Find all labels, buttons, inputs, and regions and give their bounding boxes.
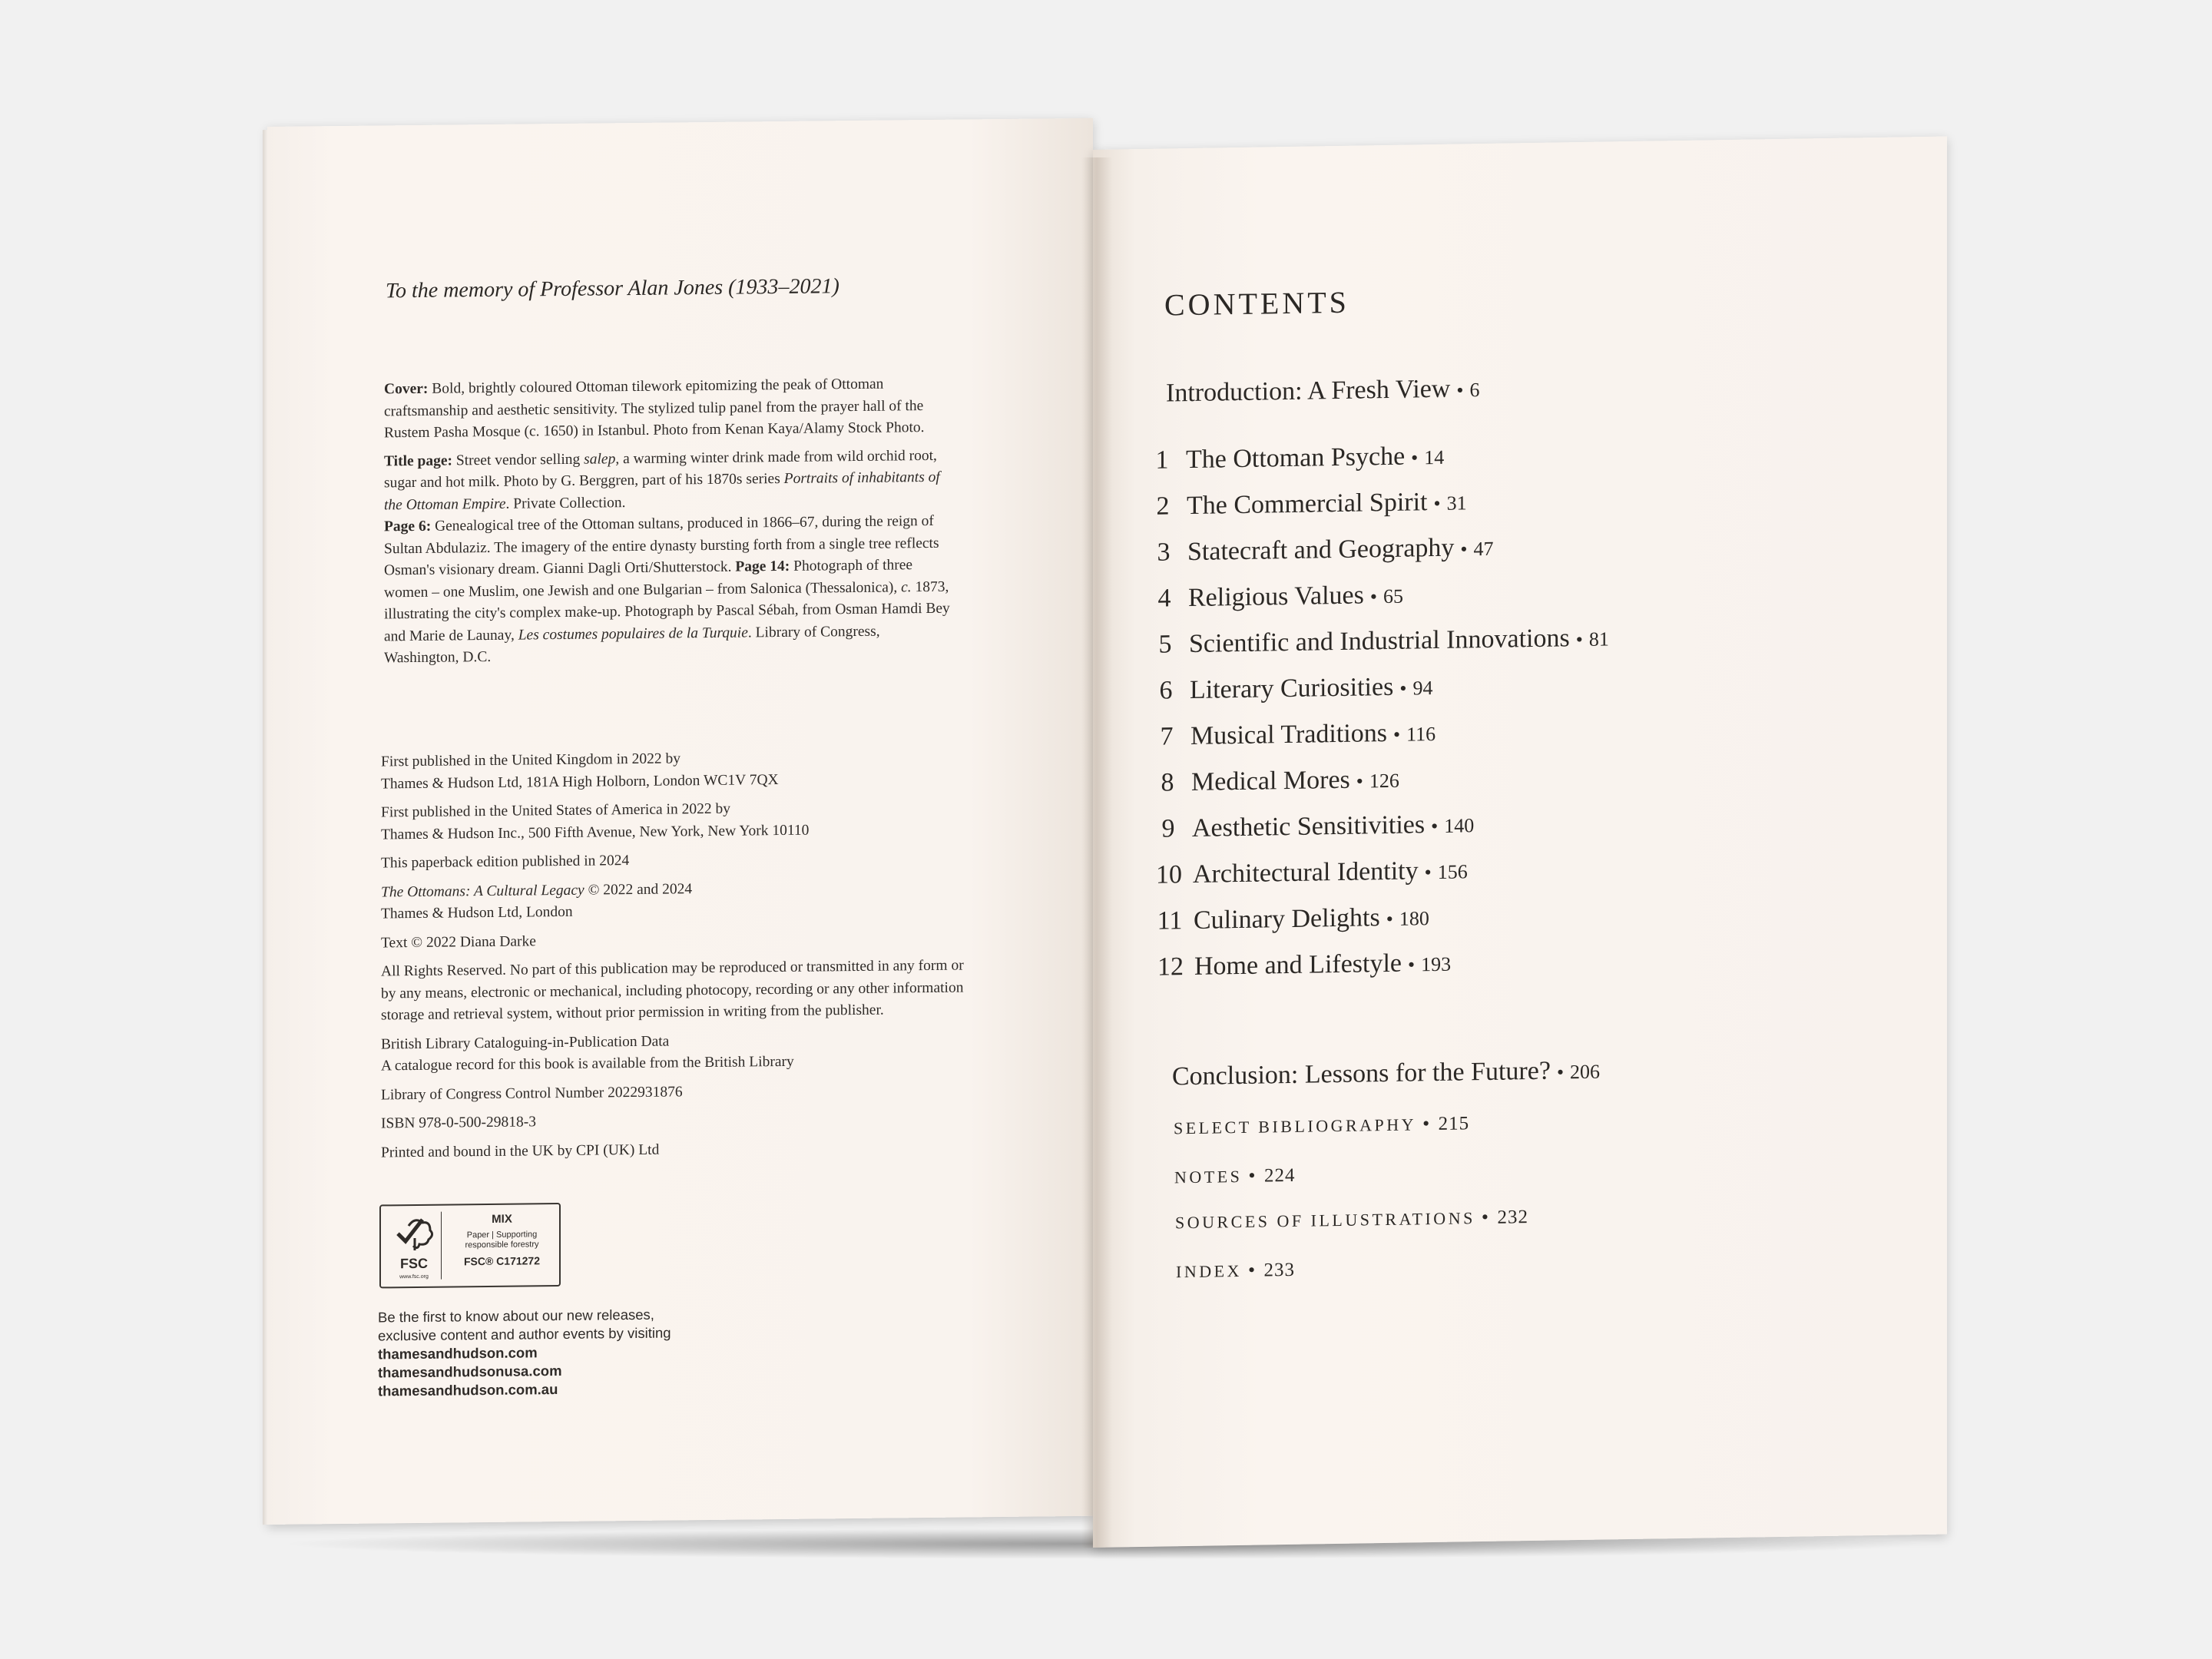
uk-publication (381, 745, 965, 795)
back-matter-page: 233 (1263, 1259, 1296, 1281)
uk-line-1: First published in the United Kingdom in 2022 by (381, 750, 680, 770)
chapter-title: Culinary Delights (1194, 903, 1380, 935)
toc-sources (1175, 1205, 1528, 1233)
toc-conclusion (1172, 1056, 1600, 1092)
publisher-promo (378, 1304, 762, 1400)
fsc-label (379, 1203, 561, 1288)
bullet: • (1575, 628, 1583, 651)
back-matter-title: NOTES (1174, 1166, 1243, 1187)
bullet: • (1247, 1258, 1258, 1281)
bullet: • (1248, 1164, 1258, 1187)
back-matter-title: SELECT BIBLIOGRAPHY (1174, 1114, 1417, 1138)
toc-chapter (1149, 810, 1474, 853)
bullet: • (1392, 723, 1401, 746)
text-copyright: Text © 2022 Diana Darke (381, 932, 536, 951)
toc-chapter (1151, 949, 1451, 992)
toc-back-matter (1174, 1108, 1711, 1282)
uk-line-2: Thames & Hudson Ltd, 181A High Holborn, London WC1V 7QX (381, 771, 779, 792)
tree-checkmark-icon (392, 1215, 436, 1253)
toc-chapters (1143, 435, 1834, 982)
chapter-number: 8 (1161, 768, 1174, 797)
bullet: • (1422, 1112, 1432, 1135)
chapter-number: 4 (1157, 584, 1171, 613)
copyright-holder: Thames & Hudson Ltd, London (381, 903, 573, 922)
toc-chapter (1148, 765, 1399, 807)
cover-text: Bold, brightly coloured Ottoman tilework epitomizing the peak of Ottoman craftsmanship and aesthetic sensitivity. The stylized tulip panel from the prayer hall of the Rustem Pasha Mosque (c. 1650) in Istanbul. Photo from Kenan Kaya/Alamy Stock Photo. (384, 376, 925, 442)
title-page-and-page-credits (384, 445, 952, 670)
title-page-text-b: , a warming winter drink made from wild orchid root, sugar and hot milk. Photo by G. Berggren, part of his 1870s series (384, 447, 937, 492)
intro-page: 6 (1469, 379, 1480, 402)
promo-line-1: Be the first to know about our new releases, (378, 1306, 654, 1326)
site-uk: thamesandhudson.com (378, 1344, 538, 1363)
page14-label: Page 14: (735, 558, 790, 575)
title-page-text: Street vendor selling (455, 451, 581, 469)
fsc-word: FSC (400, 1255, 428, 1272)
bullet: • (1556, 1061, 1565, 1084)
back-matter-page: 224 (1264, 1164, 1296, 1187)
chapter-title: Medical Mores (1191, 765, 1350, 796)
series-title: Portraits of inhabitants of the Ottoman Empire (384, 469, 940, 513)
bullet: • (1386, 907, 1393, 931)
bullet: • (1431, 814, 1439, 838)
chapter-title: Musical Traditions (1190, 718, 1387, 751)
chapter-title: Home and Lifestyle (1194, 949, 1402, 981)
bullet: • (1369, 585, 1377, 608)
chapter-page: 47 (1473, 537, 1494, 561)
chapter-number: 12 (1157, 952, 1184, 982)
page6-label: Page 6: (384, 518, 432, 535)
bullet: • (1399, 677, 1407, 700)
toc-introduction (1166, 374, 1479, 408)
illustration-credits (384, 373, 952, 676)
cip-line-1: British Library Cataloguing-in-Publication Data (381, 1033, 670, 1052)
page14-text-c: . Library of Congress, Washington, D.C. (384, 623, 880, 667)
toc-chapter (1151, 902, 1429, 945)
chapter-title: Religious Values (1188, 581, 1364, 613)
toc-chapter (1145, 581, 1403, 623)
paperback-edition: This paperback edition published in 2024 (381, 853, 630, 872)
toc-bibliography (1174, 1111, 1469, 1139)
site-us: thamesandhudsonusa.com (378, 1362, 562, 1381)
contents-heading: CONTENTS (1164, 284, 1349, 323)
back-matter-page: 232 (1497, 1207, 1528, 1228)
chapter-title: Architectural Identity (1193, 856, 1419, 889)
bullet: • (1424, 861, 1432, 884)
toc-chapter (1143, 442, 1444, 485)
toc-index (1176, 1258, 1295, 1283)
chapter-page: 31 (1446, 492, 1467, 515)
back-matter-title: SOURCES OF ILLUSTRATIONS (1175, 1208, 1475, 1233)
isbn: ISBN 978-0-500-29818-3 (381, 1114, 537, 1132)
chapter-number: 9 (1161, 814, 1175, 843)
loc-number: Library of Congress Control Number 2022931876 (381, 1083, 683, 1103)
book-gutter (1081, 157, 1112, 1548)
chapter-number: 10 (1156, 860, 1182, 889)
toc-chapter (1147, 718, 1435, 761)
conclusion-page: 206 (1570, 1060, 1601, 1084)
printer: Printed and bound in the UK by CPI (UK) Ltd (381, 1141, 660, 1161)
cip-data (381, 1028, 965, 1078)
page14-text-b: 1873, illustrating the city's complex make-up. Photograph by Pascal Sébah, from Osman Hamdi Bey and Marie de Launay, (384, 578, 950, 644)
promo-line-2: exclusive content and author events by visiting (378, 1324, 671, 1344)
chapter-page: 180 (1399, 907, 1429, 930)
toc-chapter (1147, 672, 1432, 715)
bullet: • (1460, 538, 1468, 561)
chapter-title: Aesthetic Sensitivities (1192, 810, 1426, 843)
book-copyright (381, 876, 965, 926)
title-page-label: Title page: (384, 452, 453, 469)
chapter-page: 193 (1421, 952, 1452, 976)
page6-text: Genealogical tree of the Ottoman sultans, produced in 1866–67, during the reign of Sultan Abdulaziz. The imagery of the entire dynasty bursting forth from a single tree reflects Osman's visionary dream. Gianni Dagli Orti/Shutterstock. (384, 512, 939, 579)
rights-statement: All Rights Reserved. No part of this publication may be reproduced or transmitted in any form or by any means, electronic or mechanical, including photocopy, recording or any other information storage and retrieval system, without prior permission in writing from the publisher. (381, 957, 964, 1024)
cover-label: Cover: (384, 380, 429, 398)
chapter-number: 3 (1157, 538, 1171, 567)
cip-line-2: A catalogue record for this book is available from the British Library (381, 1053, 794, 1075)
chapter-page: 94 (1412, 677, 1433, 700)
site-au: thamesandhudson.com.au (378, 1381, 558, 1399)
chapter-page: 156 (1437, 860, 1468, 883)
chapter-title: Statecraft and Geography (1187, 533, 1455, 567)
chapter-number: 2 (1156, 492, 1170, 521)
bullet: • (1481, 1205, 1492, 1229)
chapter-number: 11 (1157, 906, 1183, 935)
chapter-page: 14 (1424, 445, 1445, 469)
imprint-block (381, 745, 965, 1171)
chapter-title: Scientific and Industrial Innovations (1189, 624, 1570, 659)
us-publication (381, 796, 965, 846)
chapter-page: 81 (1588, 628, 1609, 651)
toc-chapter (1144, 487, 1467, 531)
fsc-info (450, 1212, 554, 1267)
bullet: • (1456, 379, 1464, 402)
bullet: • (1356, 770, 1363, 793)
chapter-number: 5 (1158, 630, 1172, 659)
bullet: • (1433, 492, 1441, 515)
chapter-title: The Commercial Spirit (1187, 488, 1428, 521)
chapter-page: 140 (1444, 814, 1475, 837)
dedication: To the memory of Professor Alan Jones (1933–2021) (386, 274, 839, 303)
page14-text: Photograph of three women – one Muslim, one Jewish and one Bulgarian – from Salonica (Thessalonica), (384, 557, 913, 601)
book-title: The Ottomans: A Cultural Legacy (381, 882, 584, 900)
fsc-logo (387, 1212, 442, 1280)
left-page-copyright (267, 118, 1093, 1525)
chapter-page: 116 (1406, 722, 1436, 746)
fsc-desc: Paper | Supporting responsible forestry (465, 1230, 539, 1250)
chapter-page: 126 (1369, 769, 1399, 793)
chapter-number: 6 (1159, 676, 1173, 705)
chapter-title: Literary Curiosities (1190, 672, 1394, 705)
toc-notes (1174, 1164, 1296, 1188)
chapter-number: 1 (1155, 445, 1169, 475)
salep-term: salep (584, 450, 616, 468)
back-matter-page: 215 (1438, 1113, 1470, 1134)
title-page-text-c: . Private Collection. (505, 494, 626, 512)
cover-credit (384, 373, 952, 445)
chapter-page: 65 (1382, 584, 1403, 608)
fsc-url: www.fsc.org (399, 1273, 429, 1280)
chapter-number: 7 (1160, 722, 1174, 751)
right-page-contents (1093, 137, 1947, 1548)
toc-chapter (1150, 856, 1468, 899)
fsc-code: FSC® C171272 (463, 1254, 541, 1268)
toc-chapter (1146, 623, 1609, 668)
circa: c. (901, 578, 912, 595)
back-matter-title: INDEX (1176, 1260, 1242, 1282)
open-book (267, 127, 1943, 1540)
intro-title: Introduction: A Fresh View (1166, 374, 1451, 408)
bullet: • (1411, 446, 1419, 469)
book-reference: Les costumes populaires de la Turquie (518, 624, 748, 644)
us-line-1: First published in the United States of America in 2022 by (381, 800, 730, 821)
chapter-title: The Ottoman Psyche (1186, 442, 1406, 475)
us-line-2: Thames & Hudson Inc., 500 Fifth Avenue, New York, New York 10110 (381, 822, 810, 843)
bullet: • (1408, 953, 1416, 976)
conclusion-title: Conclusion: Lessons for the Future? (1172, 1056, 1551, 1091)
copyright-years: © 2022 and 2024 (584, 880, 693, 899)
fsc-mix: MIX (492, 1212, 512, 1226)
toc-chapter (1144, 533, 1494, 577)
